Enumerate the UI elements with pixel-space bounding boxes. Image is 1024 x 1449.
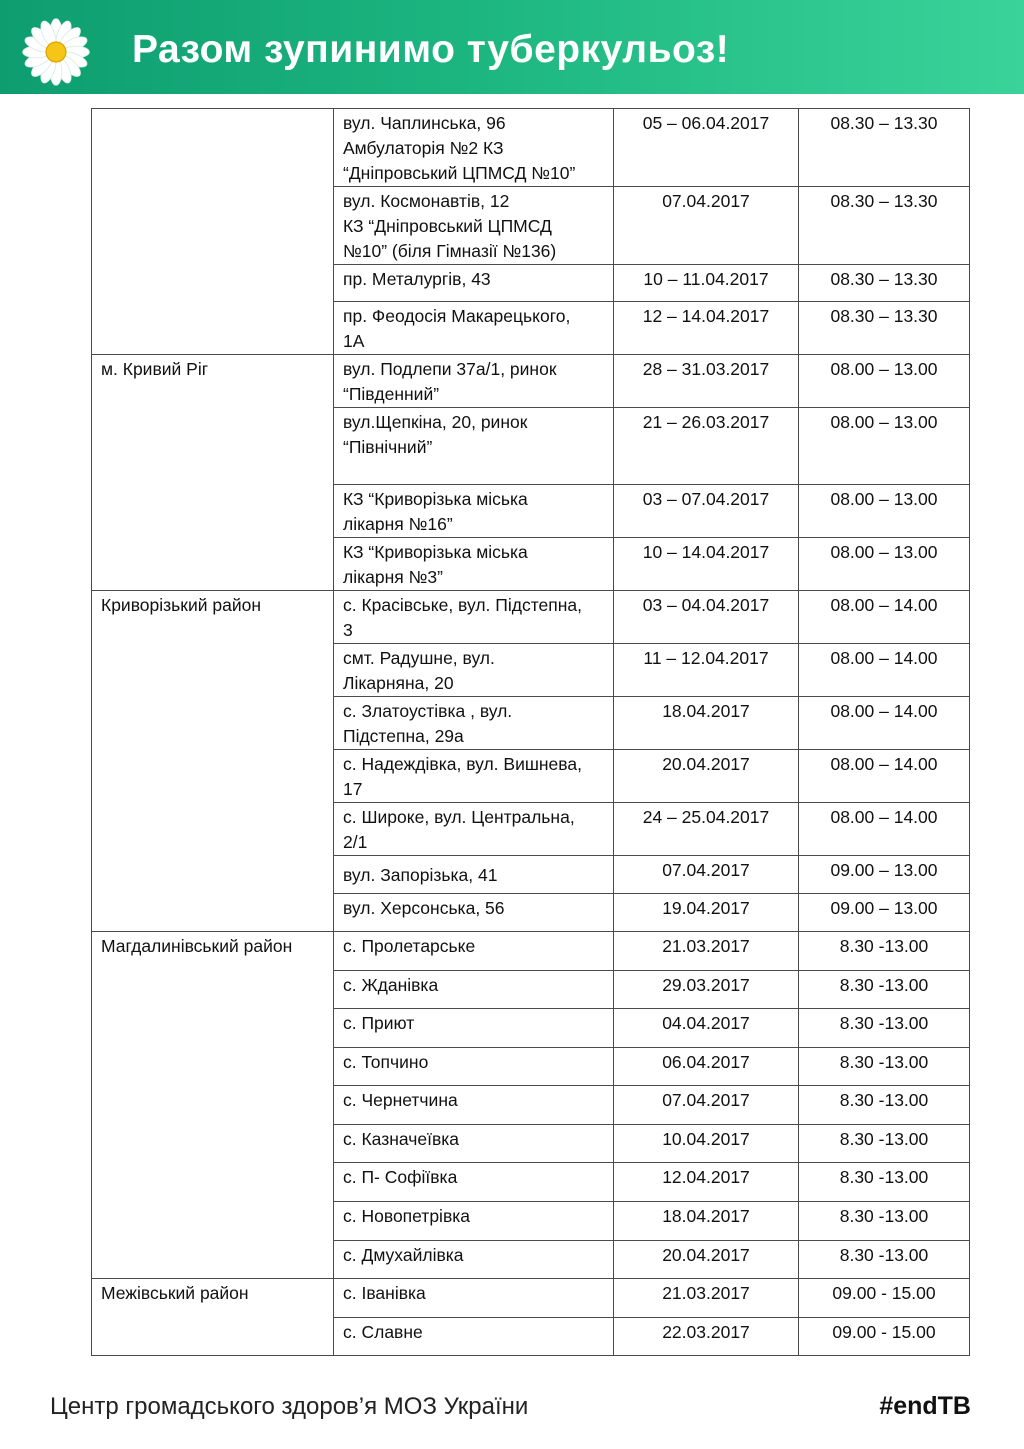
dates-cell: 06.04.2017 <box>614 1048 799 1086</box>
address-cell: с. П- Софіївка <box>334 1163 614 1202</box>
district-cell: Криворізький район <box>92 591 334 932</box>
daisy-flower-icon <box>20 16 92 88</box>
hours-cell: 8.30 -13.00 <box>799 1009 970 1048</box>
dates-cell: 10 – 11.04.2017 <box>614 265 799 302</box>
dates-cell: 11 – 12.04.2017 <box>614 644 799 697</box>
table-row <box>92 109 970 187</box>
hours-cell: 8.30 -13.00 <box>799 1048 970 1086</box>
address-cell: вул. Херсонська, 56 <box>334 894 614 932</box>
footer-organization: Центр громадського здоров’я МОЗ України <box>50 1393 529 1420</box>
table-row <box>92 1279 970 1318</box>
address-cell: с. Надеждівка, вул. Вишнева, 17 <box>334 750 614 803</box>
address-cell: КЗ “Криворізька міська лікарня №3” <box>334 538 614 591</box>
hours-cell: 09.00 - 15.00 <box>799 1279 970 1318</box>
dates-cell: 28 – 31.03.2017 <box>614 355 799 408</box>
hours-cell: 08.00 – 14.00 <box>799 697 970 750</box>
dates-cell: 20.04.2017 <box>614 750 799 803</box>
hours-cell: 09.00 - 15.00 <box>799 1318 970 1356</box>
dates-cell: 05 – 06.04.2017 <box>614 109 799 187</box>
hours-cell: 08.00 – 13.00 <box>799 485 970 538</box>
address-cell: вул. Космонавтів, 12 КЗ “Дніпровський ЦПМСД №10” (біля Гімназії №136) <box>334 187 614 265</box>
address-cell: смт. Радушне, вул. Лікарняна, 20 <box>334 644 614 697</box>
dates-cell: 07.04.2017 <box>614 1086 799 1125</box>
dates-cell: 03 – 04.04.2017 <box>614 591 799 644</box>
address-cell: с. Новопетрівка <box>334 1202 614 1241</box>
dates-cell: 04.04.2017 <box>614 1009 799 1048</box>
address-cell: КЗ “Криворізька міська лікарня №16” <box>334 485 614 538</box>
dates-cell: 29.03.2017 <box>614 971 799 1009</box>
address-cell: с. Дмухайлівка <box>334 1241 614 1279</box>
dates-cell: 24 – 25.04.2017 <box>614 803 799 856</box>
address-cell: пр. Металургів, 43 <box>334 265 614 302</box>
table-row <box>92 932 970 971</box>
dates-cell: 18.04.2017 <box>614 1202 799 1241</box>
hours-cell: 09.00 – 13.00 <box>799 894 970 932</box>
address-cell: с. Пролетарське <box>334 932 614 971</box>
dates-cell: 19.04.2017 <box>614 894 799 932</box>
dates-cell: 07.04.2017 <box>614 187 799 265</box>
dates-cell: 10 – 14.04.2017 <box>614 538 799 591</box>
header-banner <box>0 0 1024 94</box>
hours-cell: 8.30 -13.00 <box>799 1086 970 1125</box>
dates-cell: 21.03.2017 <box>614 932 799 971</box>
address-cell: с. Топчино <box>334 1048 614 1086</box>
address-cell: с. Славне <box>334 1318 614 1356</box>
dates-cell: 22.03.2017 <box>614 1318 799 1356</box>
address-cell: вул.Щепкіна, 20, ринок “Північний” <box>334 408 614 485</box>
dates-cell: 21 – 26.03.2017 <box>614 408 799 485</box>
dates-cell: 03 – 07.04.2017 <box>614 485 799 538</box>
schedule-table <box>91 108 970 1356</box>
hours-cell: 8.30 -13.00 <box>799 1241 970 1279</box>
hours-cell: 8.30 -13.00 <box>799 1125 970 1163</box>
dates-cell: 21.03.2017 <box>614 1279 799 1318</box>
address-cell: вул. Подлепи 37а/1, ринок “Південний” <box>334 355 614 408</box>
hours-cell: 08.00 – 13.00 <box>799 355 970 408</box>
address-cell: вул. Запорізька, 41 <box>334 856 614 894</box>
district-cell: Межівський район <box>92 1279 334 1356</box>
dates-cell: 10.04.2017 <box>614 1125 799 1163</box>
hours-cell: 08.00 – 13.00 <box>799 538 970 591</box>
dates-cell: 18.04.2017 <box>614 697 799 750</box>
district-cell: Магдалинівський район <box>92 932 334 1279</box>
hours-cell: 08.30 – 13.30 <box>799 265 970 302</box>
hours-cell: 08.00 – 14.00 <box>799 750 970 803</box>
district-cell <box>92 109 334 355</box>
address-cell: с. Златоустівка , вул. Підстепна, 29а <box>334 697 614 750</box>
address-cell: с. Широке, вул. Центральна, 2/1 <box>334 803 614 856</box>
dates-cell: 20.04.2017 <box>614 1241 799 1279</box>
hours-cell: 8.30 -13.00 <box>799 971 970 1009</box>
address-cell: вул. Чаплинська, 96 Амбулаторія №2 КЗ “Дніпровський ЦПМСД №10” <box>334 109 614 187</box>
address-cell: с. Красівське, вул. Підстепна, 3 <box>334 591 614 644</box>
dates-cell: 12.04.2017 <box>614 1163 799 1202</box>
page-title: Разом зупинимо туберкульоз! <box>132 28 730 71</box>
address-cell: с. Іванівка <box>334 1279 614 1318</box>
address-cell: с. Приют <box>334 1009 614 1048</box>
hours-cell: 08.00 – 14.00 <box>799 644 970 697</box>
district-cell: м. Кривий Ріг <box>92 355 334 591</box>
hours-cell: 08.30 – 13.30 <box>799 187 970 265</box>
footer-hashtag: #endTB <box>879 1392 971 1420</box>
hours-cell: 08.00 – 14.00 <box>799 591 970 644</box>
table-row <box>92 355 970 408</box>
hours-cell: 08.30 – 13.30 <box>799 109 970 187</box>
hours-cell: 8.30 -13.00 <box>799 1163 970 1202</box>
address-cell: с. Чернетчина <box>334 1086 614 1125</box>
address-cell: с. Жданівка <box>334 971 614 1009</box>
address-cell: пр. Феодосія Макарецького, 1А <box>334 302 614 355</box>
hours-cell: 08.00 – 13.00 <box>799 408 970 485</box>
hours-cell: 09.00 – 13.00 <box>799 856 970 894</box>
dates-cell: 12 – 14.04.2017 <box>614 302 799 355</box>
hours-cell: 8.30 -13.00 <box>799 1202 970 1241</box>
hours-cell: 08.00 – 14.00 <box>799 803 970 856</box>
address-cell: с. Казначеївка <box>334 1125 614 1163</box>
table-row <box>92 591 970 644</box>
dates-cell: 07.04.2017 <box>614 856 799 894</box>
hours-cell: 8.30 -13.00 <box>799 932 970 971</box>
hours-cell: 08.30 – 13.30 <box>799 302 970 355</box>
